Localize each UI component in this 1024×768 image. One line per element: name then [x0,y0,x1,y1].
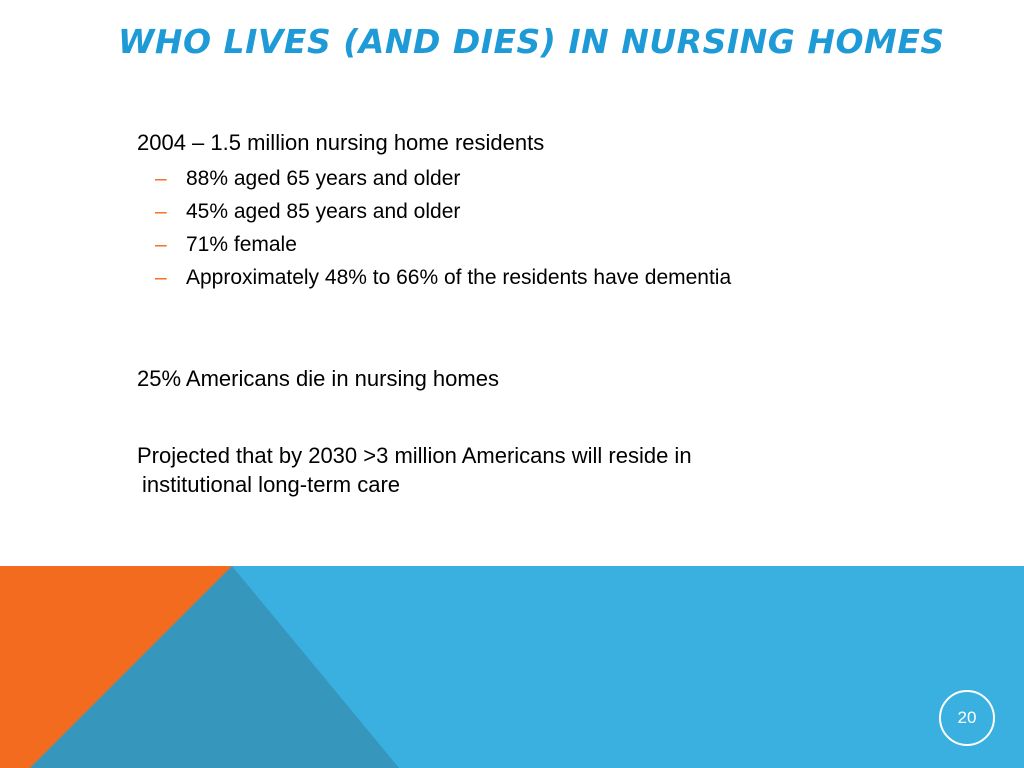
residents-heading: 2004 – 1.5 million nursing home residents [137,130,545,155]
bullet-text: Approximately 48% to 66% of the residents have dementia [186,266,732,289]
dash-bullet-icon: – [155,200,167,223]
deaths-statement: 25% Americans die in nursing homes [137,366,499,391]
bullet-text: 45% aged 85 years and older [186,200,461,223]
dash-bullet-icon: – [155,167,167,190]
slide-title: WHO LIVES (AND DIES) IN NURSING HOMES [118,22,945,61]
projection-line-1: Projected that by 2030 >3 million Americans will reside in [137,443,692,468]
page-number-badge: 20 [939,690,995,746]
bullet-text: 71% female [186,233,297,256]
projection-line-2: institutional long-term care [142,472,401,497]
dash-bullet-icon: – [155,266,167,289]
dash-bullet-icon: – [155,233,167,256]
bullet-text: 88% aged 65 years and older [186,167,461,190]
